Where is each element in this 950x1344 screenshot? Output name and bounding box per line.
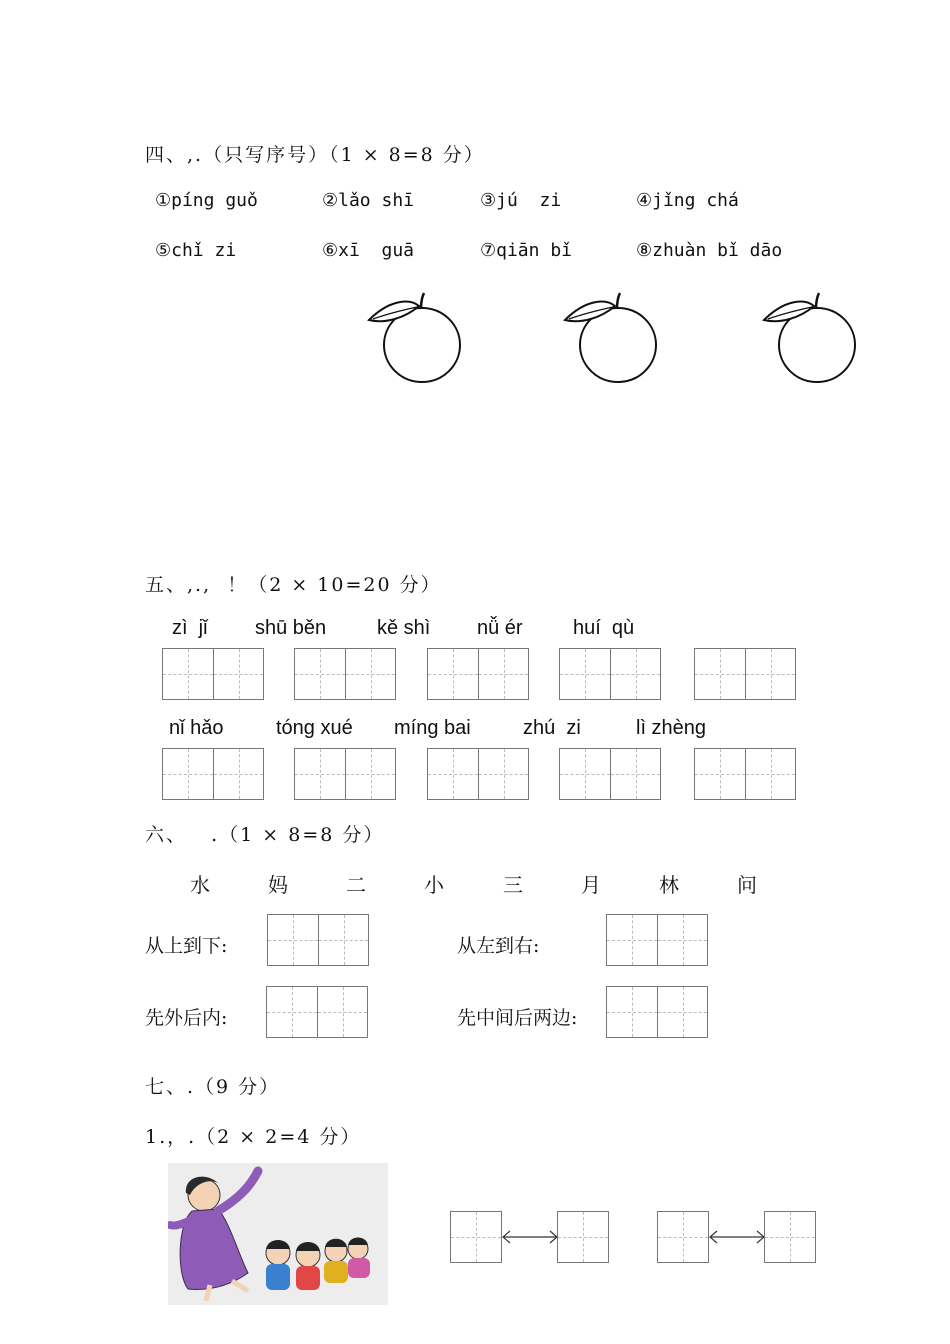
pinyin-word: lì zhèng (636, 717, 707, 739)
writing-grid[interactable] (559, 748, 661, 800)
pinyin-word: huí qù (573, 617, 635, 639)
writing-grid[interactable] (162, 648, 264, 700)
double-arrow-icon (501, 1228, 559, 1246)
pinyin-word: zhú zi (523, 717, 581, 739)
writing-cell[interactable] (764, 1211, 816, 1263)
pinyin-word: nǐ hǎo (169, 717, 224, 739)
pinyin-word: nǚ ér (477, 617, 523, 639)
char-item: 妈 (268, 873, 288, 897)
writing-grid-top-bottom[interactable] (267, 914, 369, 966)
section4-heading: 四、,.（只写序号）（1 × 8=8 分） (145, 144, 485, 166)
writing-grid[interactable] (427, 748, 529, 800)
writing-grid[interactable] (294, 748, 396, 800)
apple-icon-2 (561, 290, 661, 385)
pinyin-item-2: ②lǎo shī (322, 190, 414, 211)
char-item: 问 (737, 873, 757, 897)
label-top-bottom: 从上到下: (145, 935, 228, 957)
pinyin-item-4: ④jǐng chá (636, 190, 739, 211)
writing-grid-middle-sides[interactable] (606, 986, 708, 1038)
section7-sub1: 1.，.（2 × 2=4 分） (145, 1126, 362, 1148)
writing-cell[interactable] (657, 1211, 709, 1263)
writing-grid[interactable] (294, 648, 396, 700)
section6-heading: 六、 .（1 × 8=8 分） (145, 824, 385, 846)
writing-grid[interactable] (427, 648, 529, 700)
writing-grid[interactable] (162, 748, 264, 800)
writing-cell[interactable] (557, 1211, 609, 1263)
writing-cell[interactable] (450, 1211, 502, 1263)
char-item: 月 (581, 873, 601, 897)
writing-grid-outside-inside[interactable] (266, 986, 368, 1038)
label-left-right: 从左到右: (457, 935, 540, 957)
writing-grid[interactable] (694, 648, 796, 700)
teacher-children-illustration (168, 1163, 388, 1305)
apple-icon-3 (760, 290, 860, 385)
pinyin-item-6: ⑥xī guā (322, 240, 414, 261)
label-middle-sides: 先中间后两边: (457, 1007, 578, 1029)
section5-heading: 五、,., ！（2 × 10=20 分） (145, 574, 442, 596)
pinyin-item-1: ①píng guǒ (155, 190, 258, 211)
pinyin-item-7: ⑦qiān bǐ (480, 240, 572, 261)
pinyin-item-5: ⑤chǐ zi (155, 240, 237, 261)
writing-grid-left-right[interactable] (606, 914, 708, 966)
pinyin-word: zì jǐ (172, 617, 208, 639)
writing-grid[interactable] (559, 648, 661, 700)
writing-grid[interactable] (694, 748, 796, 800)
char-item: 水 (190, 873, 210, 897)
char-item: 林 (659, 873, 679, 897)
char-item: 小 (424, 873, 444, 897)
pinyin-item-3: ③jú zi (480, 190, 562, 211)
section7-heading: 七、.（9 分） (145, 1076, 281, 1098)
char-item: 二 (346, 873, 366, 897)
char-item: 三 (503, 873, 523, 897)
pinyin-word: míng bai (394, 717, 471, 739)
double-arrow-icon (708, 1228, 766, 1246)
pinyin-word: shū běn (255, 617, 327, 639)
label-outside-inside: 先外后内: (145, 1007, 228, 1029)
apple-icon-1 (365, 290, 465, 385)
pinyin-item-8: ⑧zhuàn bǐ dāo (636, 240, 783, 261)
pinyin-word: tóng xué (276, 717, 353, 739)
pinyin-word: kě shì (377, 617, 431, 639)
